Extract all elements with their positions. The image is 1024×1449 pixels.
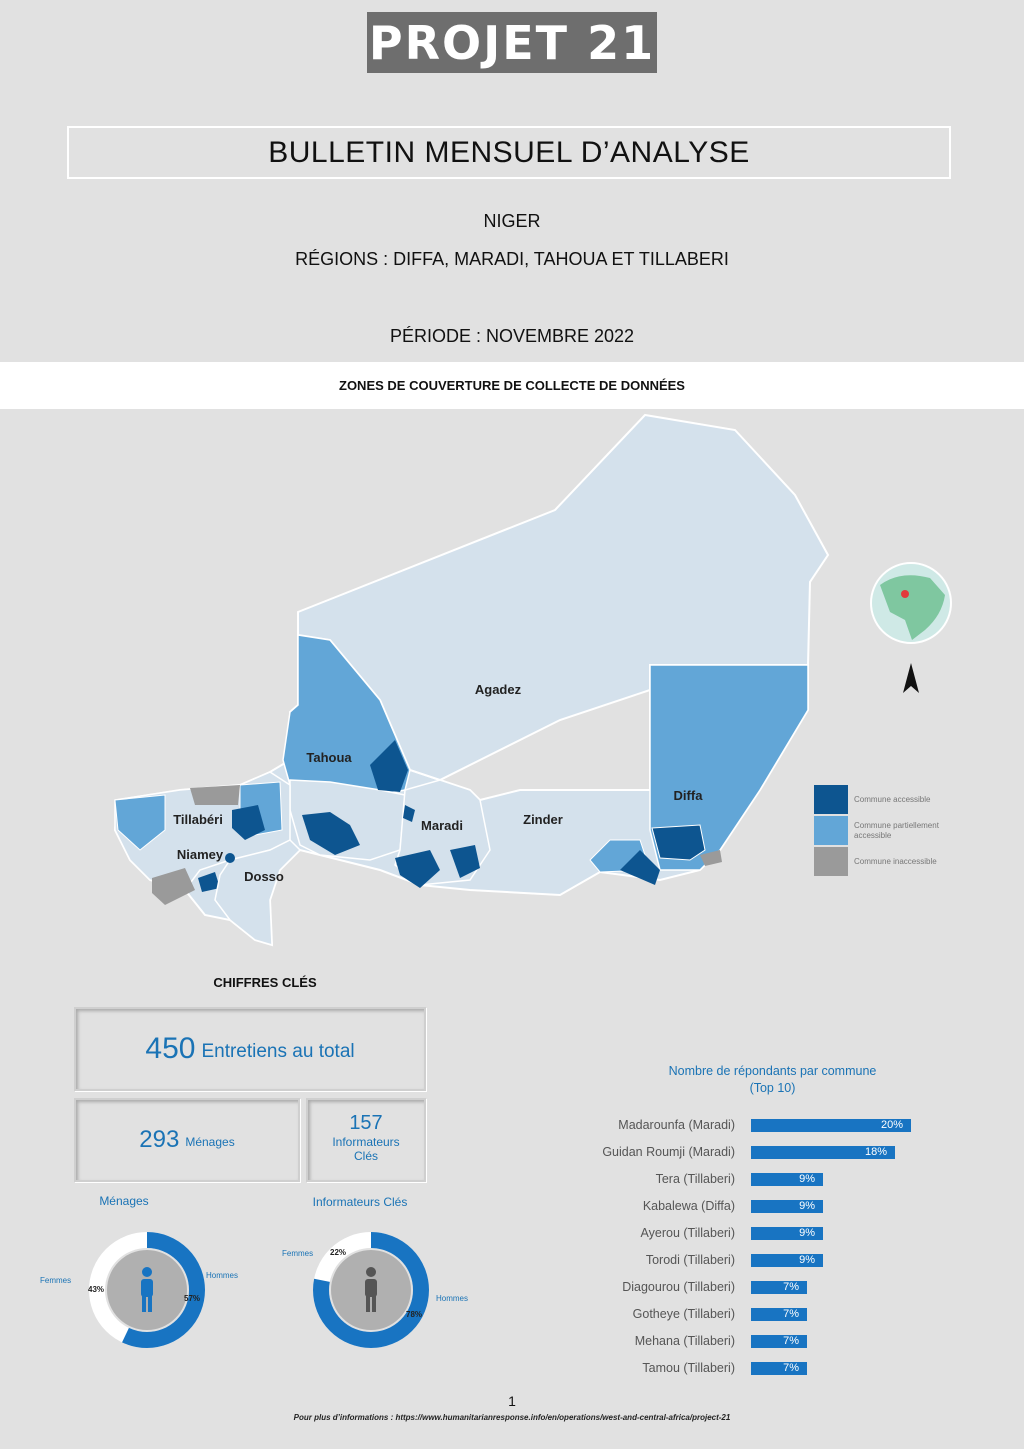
globe-inset-icon <box>871 563 951 643</box>
bar <box>751 1146 895 1159</box>
bar-row <box>505 1306 807 1322</box>
niamey-marker <box>225 853 235 863</box>
donut-menages-title: Ménages <box>99 1194 149 1208</box>
country: NIGER <box>483 211 541 231</box>
bar-label: Mehana (Tillaberi) <box>634 1334 735 1348</box>
bar-row <box>505 1333 807 1349</box>
bar-label: Kabalewa (Diffa) <box>642 1199 735 1213</box>
total-interviews-label: Entretiens au total <box>201 1041 355 1062</box>
bar-value-label: 20% <box>880 1118 903 1131</box>
bar-label: Gotheye (Tillaberi) <box>632 1307 735 1321</box>
bar <box>751 1173 823 1186</box>
projet21-logo: PROJET 21 <box>367 12 657 73</box>
map-legend <box>814 785 969 876</box>
bar-chart-title <box>640 1063 905 1097</box>
bar-row <box>505 1225 823 1241</box>
households-value: 293 <box>139 1126 180 1153</box>
diffa-accessible <box>652 825 705 860</box>
informants-value: 157 <box>349 1112 383 1134</box>
legend-swatch-partial <box>814 816 848 845</box>
bar-value-label: 7% <box>783 1361 799 1374</box>
households-label: Ménages <box>185 1135 235 1149</box>
label-agadez: Agadez <box>474 682 522 697</box>
donut-informateurs-title: Informateurs Clés <box>312 1195 408 1209</box>
label-niamey: Niamey <box>176 847 224 862</box>
legend-partial: Commune partiellement accessible <box>854 820 939 840</box>
bar-row <box>505 1117 911 1133</box>
informants-label-1: Informateurs <box>332 1135 400 1149</box>
informants-box <box>306 1098 426 1182</box>
bar-row <box>505 1252 823 1268</box>
bar-label: Torodi (Tillaberi) <box>645 1253 735 1267</box>
informants-label-2: Clés <box>353 1149 378 1163</box>
bar-label: Guidan Roumji (Maradi) <box>602 1145 735 1159</box>
page-number: 1 <box>508 1393 516 1409</box>
donut-informateurs-female-pct: 22% <box>330 1248 347 1257</box>
bar <box>751 1200 823 1213</box>
label-dosso: Dosso <box>244 869 284 884</box>
donut-menages-female-pct: 43% <box>88 1285 105 1294</box>
donut-informateurs-male-label: Hommes <box>436 1294 469 1303</box>
bar <box>751 1281 807 1294</box>
bar-label: Diagourou (Tillaberi) <box>622 1280 735 1294</box>
bar-row <box>505 1171 823 1187</box>
legend-accessible: Commune accessible <box>854 794 931 804</box>
tillaberi-inaccessible-1 <box>190 785 240 805</box>
label-tahoua: Tahoua <box>306 750 352 765</box>
bar-value-label: 7% <box>783 1334 799 1347</box>
bar-label: Madarounfa (Maradi) <box>618 1118 735 1132</box>
donut-menages-male-label: Hommes <box>206 1271 239 1280</box>
bar-value-label: 7% <box>783 1280 799 1293</box>
total-interviews-value: 450 <box>145 1032 196 1065</box>
coverage-map <box>0 409 1024 969</box>
bar-row <box>505 1360 807 1376</box>
bar <box>751 1119 911 1132</box>
total-interviews-box <box>74 1007 426 1091</box>
legend-swatch-inaccessible <box>814 847 848 876</box>
bar-value-label: 9% <box>799 1172 815 1185</box>
bar-value-label: 7% <box>783 1307 799 1320</box>
bar-value-label: 9% <box>799 1226 815 1239</box>
period: PÉRIODE : NOVEMBRE 2022 <box>389 326 635 346</box>
donut-informateurs-male-pct: 78% <box>406 1310 423 1319</box>
regions: RÉGIONS : DIFFA, MARADI, TAHOUA ET TILLABERI <box>295 249 729 269</box>
label-maradi: Maradi <box>421 818 463 833</box>
label-zinder: Zinder <box>523 812 563 827</box>
bar-chart-title-line2: (Top 10) <box>749 1081 796 1095</box>
key-figures-title: CHIFFRES CLÉS <box>213 975 317 990</box>
bar <box>751 1227 823 1240</box>
legend-swatch-accessible <box>814 785 848 814</box>
bar-chart-title-line1: Nombre de répondants par commune <box>668 1064 877 1078</box>
bar-label: Tamou (Tillaberi) <box>642 1361 735 1375</box>
bar <box>751 1362 807 1375</box>
households-box <box>74 1098 300 1182</box>
label-diffa: Diffa <box>673 788 703 803</box>
label-tillaberi: Tillabéri <box>173 812 223 827</box>
bar-row <box>505 1198 823 1214</box>
donut-menages-female-label: Femmes <box>40 1276 72 1285</box>
bar-label: Tera (Tillaberi) <box>655 1172 735 1186</box>
bar <box>751 1308 807 1321</box>
bar-value-label: 9% <box>799 1253 815 1266</box>
bar <box>751 1335 807 1348</box>
bar-value-label: 18% <box>864 1145 887 1158</box>
bar-row <box>505 1279 807 1295</box>
north-arrow-icon <box>903 663 919 693</box>
bar-value-label: 9% <box>799 1199 815 1212</box>
coverage-title: ZONES DE COUVERTURE DE COLLECTE DE DONNÉES <box>0 362 1024 409</box>
page-title: BULLETIN MENSUEL D’ANALYSE <box>67 126 951 179</box>
donut-charts <box>0 1220 480 1360</box>
donut-informateurs-female-label: Femmes <box>282 1249 314 1258</box>
footer-note: Pour plus d’informations : https://www.humanitarianresponse.info/en/operations/west-and-central-africa/project-21 <box>293 1413 731 1422</box>
bar-label: Ayerou (Tillaberi) <box>640 1226 735 1240</box>
legend-inaccessible: Commune inaccessible <box>854 856 937 866</box>
bar <box>751 1254 823 1267</box>
bar-row <box>505 1144 895 1160</box>
donut-menages-male-pct: 57% <box>184 1294 201 1303</box>
bar-chart <box>505 1117 935 1382</box>
